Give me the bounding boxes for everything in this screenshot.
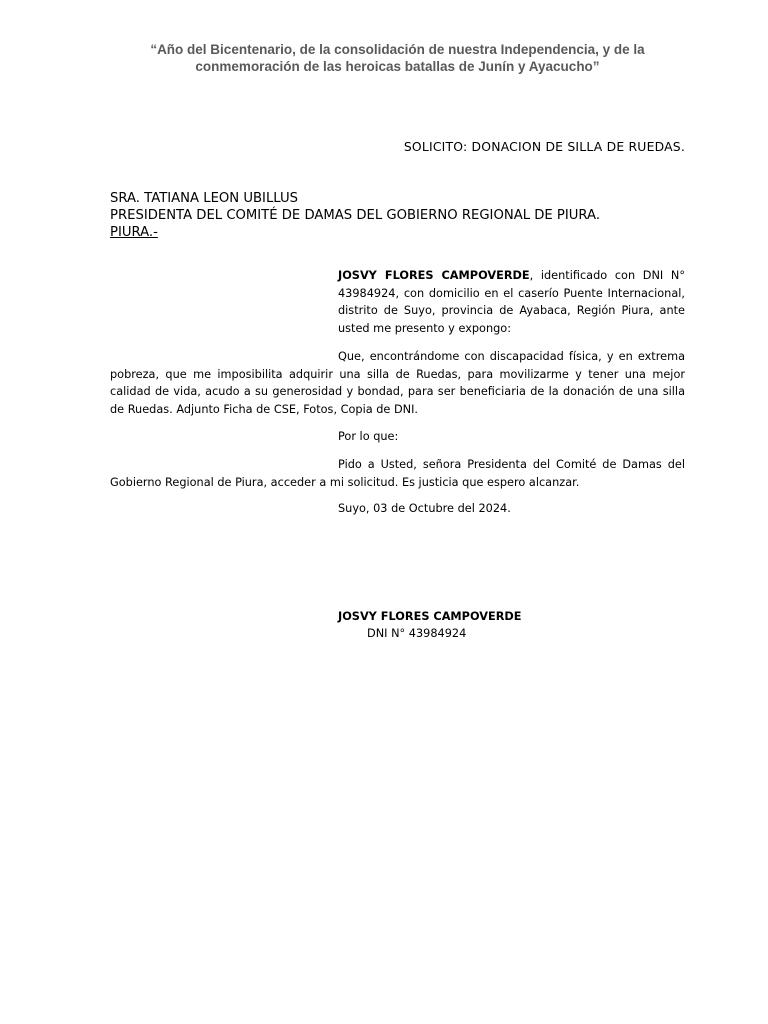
date-line: Suyo, 03 de Octubre del 2024.: [338, 502, 511, 515]
recipient-block: [110, 190, 600, 241]
recipient-city: PIURA.-: [110, 225, 158, 240]
recipient-position: PRESIDENTA DEL COMITÉ DE DAMAS DEL GOBIERNO REGIONAL DE PIURA.: [110, 208, 601, 223]
signature-name: JOSVY FLORES CAMPOVERDE: [338, 610, 522, 623]
petition-paragraph: Pido a Usted, señora Presidenta del Comité de Damas del Gobierno Regional de Piura, acceder a mi solicitud. Es justicia que espero alcanzar.: [110, 458, 685, 489]
signature-dni: DNI N° 43984924: [367, 627, 467, 640]
year-title: [110, 41, 685, 75]
subject-line: SOLICITO: DONACION DE SILLA DE RUEDAS.: [403, 139, 685, 154]
request-paragraph: Que, encontrándome con discapacidad física, y en extrema pobreza, que me imposibilita adquirir una silla de Ruedas, para movilizarme y tener una mejor calidad de vida, acudo a su generosidad y bondad, para ser beneficiaria de la donación de una silla de Ruedas. Adjunto Ficha de CSE, Fotos, Copia de DNI.: [110, 350, 685, 417]
recipient-name: SRA. TATIANA LEON UBILLUS: [110, 191, 299, 206]
intro-text: , identificado con DNI N° 43984924, con domicilio en el caserío Puente Internacional, distrito de Suyo, provincia de Ayabaca, Región Piura, ante usted me presento y expongo:: [338, 269, 685, 336]
applicant-name: JOSVY FLORES CAMPOVERDE: [338, 269, 530, 282]
year-title-line-1: “Año del Bicentenario, de la consolidación de nuestra Independencia, y de la: [150, 42, 645, 57]
intro-paragraph: [338, 267, 685, 338]
year-title-line-2: conmemoración de las heroicas batallas de Junín y Ayacucho”: [195, 59, 600, 74]
transition-paragraph: Por lo que:: [338, 430, 399, 443]
